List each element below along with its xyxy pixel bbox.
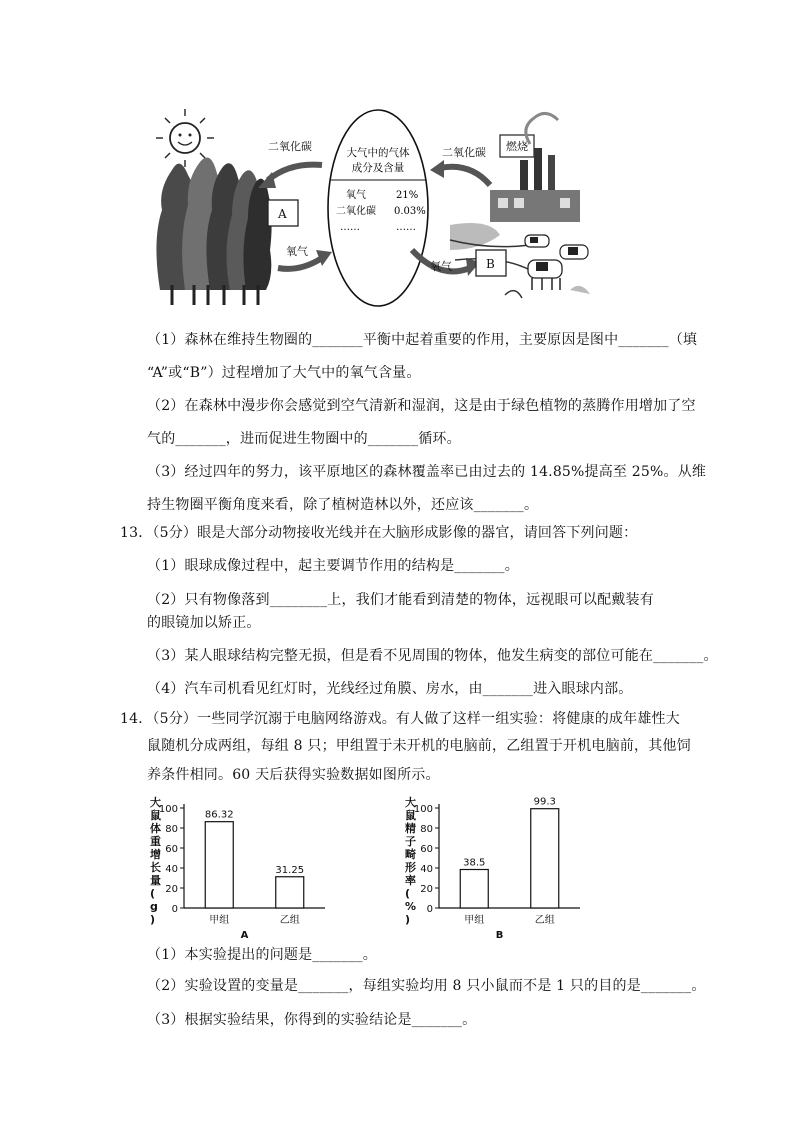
oval-row3-name: …… <box>340 222 360 233</box>
y-tick-label: 80 <box>420 824 433 835</box>
diagram-svg <box>150 100 610 315</box>
chart-title: B <box>495 930 504 940</box>
q14-part2: （2）实验设置的变量是_______，每组实验均用 8 只小鼠而不是 1 只的目的是_______。 <box>147 978 706 994</box>
y-axis-label-char: 精 <box>405 822 416 835</box>
y-axis-label-char: ) <box>150 913 156 926</box>
y-axis-label-char: ) <box>405 913 411 926</box>
y-tick-label: 0 <box>171 904 178 915</box>
y-tick-label: 60 <box>420 844 433 855</box>
y-axis-label-char: g <box>150 900 158 913</box>
y-tick-label: 60 <box>165 844 178 855</box>
q12-part1-line2: “A”或“B”）过程增加了大气中的氧气含量。 <box>147 365 421 381</box>
y-tick-label: 100 <box>413 804 433 815</box>
burn-label: 燃烧 <box>506 140 528 153</box>
category-label: 甲组 <box>209 915 230 926</box>
y-axis-label-char: 重 <box>150 835 161 848</box>
chart-b-svg <box>395 790 605 940</box>
forest-icon <box>156 158 271 306</box>
y-axis-label-char: 体 <box>150 822 161 835</box>
y-axis-label-char: 畸 <box>405 848 416 861</box>
left-co2-label: 二氧化碳 <box>268 140 312 153</box>
atmosphere-diagram <box>150 100 610 315</box>
bar <box>460 870 488 909</box>
q13-part2-line1: （2）只有物像落到________上，我们才能看到清楚的物体，远视眼可以配戴装有 <box>147 592 654 608</box>
y-axis-label-char: 长 <box>150 861 161 874</box>
y-tick-label: 20 <box>165 884 178 895</box>
y-axis-label-char: ( <box>150 887 156 900</box>
q13-part2-line2: 的眼镜加以矫正。 <box>147 615 261 631</box>
bar-value-label: 31.25 <box>275 864 305 876</box>
q14-part3: （3）根据实验结果，你得到的实验结论是_______。 <box>147 1012 477 1028</box>
bar <box>205 822 233 908</box>
q12-part3-line2: 持生物圈平衡角度来看，除了植树造林以外，还应该_______。 <box>147 497 539 513</box>
category-label: 乙组 <box>279 915 300 926</box>
category-label: 甲组 <box>464 915 485 926</box>
cows-icon <box>505 235 590 298</box>
q12-part3-line1: （3）经过四年的努力，该平原地区的森林覆盖率已由过去的 14.85%提高至 25%。从维 <box>147 464 707 480</box>
oval-title-1: 大气中的气体 <box>346 147 410 159</box>
chart-title: A <box>240 930 249 940</box>
y-axis-label-char: 大 <box>150 796 161 809</box>
bar-value-label: 86.32 <box>204 809 234 821</box>
oval-row2-value: 0.03% <box>394 206 426 217</box>
bar <box>531 809 559 908</box>
co2-from-factory-arrow <box>430 160 490 185</box>
factory-icon <box>450 113 580 270</box>
oval-row3-value: …… <box>396 222 416 233</box>
oval-title-2: 成分及含量 <box>351 162 405 174</box>
process-b-label: B <box>486 257 495 271</box>
y-tick-label: 100 <box>158 804 178 815</box>
q13-part1: （1）眼球成像过程中，起主要调节作用的结构是_______。 <box>147 558 519 574</box>
q14-part1: （1）本实验提出的问题是_______。 <box>147 947 377 963</box>
q14-stem-line2: 鼠随机分成两组，每组 8 只；甲组置于未开机的电脑前，乙组置于开机电脑前，其他饲 <box>147 738 691 754</box>
y-axis-label-char: 形 <box>405 861 416 874</box>
y-axis-label-char: 鼠 <box>405 809 416 822</box>
y-axis-label-char: 增 <box>150 848 161 861</box>
y-axis-label-char: 鼠 <box>150 809 161 822</box>
bar-value-label: 38.5 <box>463 857 486 869</box>
right-co2-label: 二氧化碳 <box>442 146 486 159</box>
y-tick-label: 40 <box>165 864 178 875</box>
q12-part2-line1: （2）在森林中漫步你会感觉到空气清新和湿润，这是由于绿色植物的蒸腾作用增加了空 <box>147 398 696 414</box>
y-tick-label: 40 <box>420 864 433 875</box>
left-oxygen-label: 氧气 <box>286 245 308 258</box>
bar-value-label: 99.3 <box>533 796 556 808</box>
y-axis-label-char: 量 <box>150 874 161 887</box>
q13-stem: 13．（5分）眼是大部分动物接收光线并在大脑形成影像的器官，请回答下列问题： <box>120 525 638 541</box>
chart-a-svg <box>140 790 350 940</box>
q13-part4: （4）汽车司机看见红灯时，光线经过角膜、房水，由_______进入眼球内部。 <box>147 681 633 697</box>
y-tick-label: 0 <box>426 904 433 915</box>
q14-stem-line3: 养条件相同。60 天后获得实验数据如图所示。 <box>147 767 440 783</box>
oval-row1-value: 21% <box>396 190 419 201</box>
y-axis-label-char: ( <box>405 887 411 900</box>
chart-a <box>140 790 350 944</box>
co2-to-forest-arrow <box>258 165 322 188</box>
process-a-label: A <box>278 207 287 221</box>
y-axis-label-char: 子 <box>405 835 416 848</box>
oval-row1-name: 氧气 <box>346 190 366 201</box>
q12-part1-line1: （1）森林在维持生物圈的_______平衡中起着重要的作用，主要原因是图中_______（填 <box>147 332 698 348</box>
y-axis-label-char: % <box>405 900 417 913</box>
q12-part2-line2: 气的_______，进而促进生物圈中的_______循环。 <box>147 431 461 447</box>
y-axis-label-char: 率 <box>405 874 416 887</box>
q13-part3: （3）某人眼球结构完整无损，但是看不见周围的物体，他发生病变的部位可能在_______。 <box>147 648 718 664</box>
right-oxygen-label: 氧气 <box>430 260 452 273</box>
q14-stem-line1: 14．（5分）一些同学沉溺于电脑网络游戏。有人做了这样一组实验：将健康的成年雄性大 <box>120 711 680 727</box>
y-tick-label: 80 <box>165 824 178 835</box>
oval-row2-name: 二氧化碳 <box>336 206 376 217</box>
y-tick-label: 20 <box>420 884 433 895</box>
y-axis-label-char: 大 <box>405 796 416 809</box>
bar <box>276 877 304 908</box>
chart-b <box>395 790 605 944</box>
category-label: 乙组 <box>534 915 555 926</box>
